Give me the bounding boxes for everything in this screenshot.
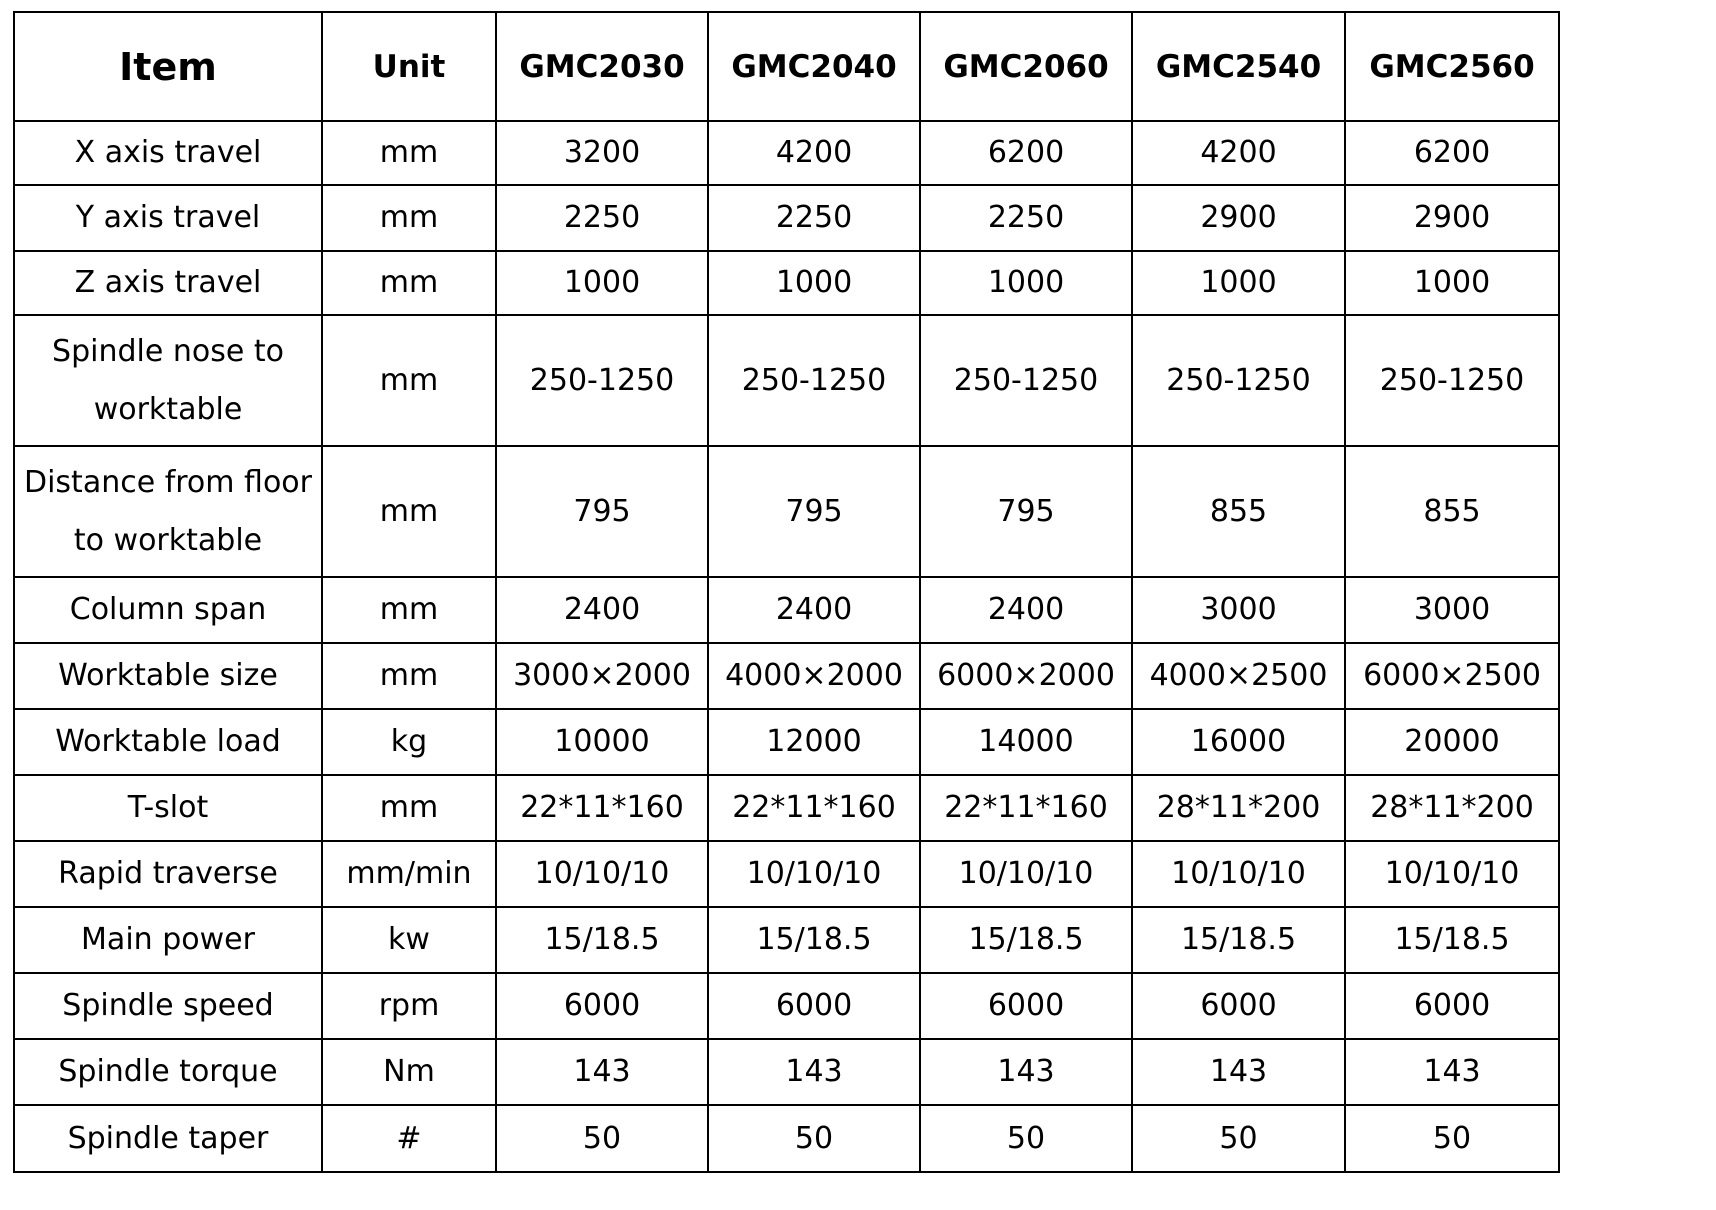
column-header-model: GMC2560 bbox=[1345, 12, 1559, 121]
table-cell: 855 bbox=[1345, 446, 1559, 577]
row-label: Distance from floor to worktable bbox=[14, 446, 322, 577]
row-label: Rapid traverse bbox=[14, 841, 322, 907]
table-cell: 15/18.5 bbox=[1132, 907, 1345, 973]
table-cell: 4000×2500 bbox=[1132, 643, 1345, 709]
row-unit: kg bbox=[322, 709, 496, 775]
table-cell: 1000 bbox=[708, 251, 920, 315]
table-cell: 28*11*200 bbox=[1345, 775, 1559, 841]
table-cell: 10000 bbox=[496, 709, 708, 775]
table-cell: 10/10/10 bbox=[708, 841, 920, 907]
table-cell: 795 bbox=[920, 446, 1132, 577]
table-cell: 2250 bbox=[496, 185, 708, 251]
table-cell: 795 bbox=[708, 446, 920, 577]
table-cell: 250-1250 bbox=[1132, 315, 1345, 446]
table-row bbox=[14, 907, 1559, 973]
table-cell: 22*11*160 bbox=[496, 775, 708, 841]
table-cell: 6000 bbox=[496, 973, 708, 1039]
row-unit: mm bbox=[322, 446, 496, 577]
row-label: Worktable load bbox=[14, 709, 322, 775]
table-cell: 6000 bbox=[920, 973, 1132, 1039]
row-unit: rpm bbox=[322, 973, 496, 1039]
table-cell: 3000 bbox=[1132, 577, 1345, 643]
table-cell: 3000 bbox=[1345, 577, 1559, 643]
column-header-model: GMC2060 bbox=[920, 12, 1132, 121]
table-cell: 1000 bbox=[496, 251, 708, 315]
table-row bbox=[14, 1039, 1559, 1105]
table-cell: 6200 bbox=[1345, 121, 1559, 185]
table-cell: 50 bbox=[708, 1105, 920, 1172]
table-cell: 2250 bbox=[920, 185, 1132, 251]
row-label: T-slot bbox=[14, 775, 322, 841]
row-unit: # bbox=[322, 1105, 496, 1172]
table-cell: 15/18.5 bbox=[920, 907, 1132, 973]
table-cell: 2400 bbox=[920, 577, 1132, 643]
row-label: X axis travel bbox=[14, 121, 322, 185]
table-cell: 4200 bbox=[1132, 121, 1345, 185]
table-row bbox=[14, 841, 1559, 907]
table-cell: 28*11*200 bbox=[1132, 775, 1345, 841]
table-cell: 14000 bbox=[920, 709, 1132, 775]
table-cell: 143 bbox=[1132, 1039, 1345, 1105]
table-cell: 6000 bbox=[1132, 973, 1345, 1039]
row-unit: mm bbox=[322, 251, 496, 315]
table-cell: 795 bbox=[496, 446, 708, 577]
row-label: Spindle speed bbox=[14, 973, 322, 1039]
table-cell: 4200 bbox=[708, 121, 920, 185]
row-label: Spindle taper bbox=[14, 1105, 322, 1172]
table-row bbox=[14, 643, 1559, 709]
table-row bbox=[14, 775, 1559, 841]
column-header-model: GMC2030 bbox=[496, 12, 708, 121]
table-cell: 2400 bbox=[708, 577, 920, 643]
table-row bbox=[14, 251, 1559, 315]
row-unit: mm bbox=[322, 121, 496, 185]
table-cell: 6000 bbox=[1345, 973, 1559, 1039]
row-label: Spindle nose to worktable bbox=[14, 315, 322, 446]
table-cell: 1000 bbox=[1132, 251, 1345, 315]
table-cell: 4000×2000 bbox=[708, 643, 920, 709]
table-cell: 50 bbox=[496, 1105, 708, 1172]
row-label: Column span bbox=[14, 577, 322, 643]
row-unit: mm/min bbox=[322, 841, 496, 907]
table-cell: 2900 bbox=[1345, 185, 1559, 251]
table-cell: 2250 bbox=[708, 185, 920, 251]
table-cell: 10/10/10 bbox=[1345, 841, 1559, 907]
row-label: Worktable size bbox=[14, 643, 322, 709]
row-label: Spindle torque bbox=[14, 1039, 322, 1105]
table-cell: 15/18.5 bbox=[708, 907, 920, 973]
table-row bbox=[14, 121, 1559, 185]
table-cell: 50 bbox=[920, 1105, 1132, 1172]
row-unit: mm bbox=[322, 643, 496, 709]
table-cell: 22*11*160 bbox=[920, 775, 1132, 841]
table-cell: 250-1250 bbox=[708, 315, 920, 446]
table-cell: 6000×2500 bbox=[1345, 643, 1559, 709]
row-label: Z axis travel bbox=[14, 251, 322, 315]
table-header-row bbox=[14, 12, 1559, 121]
table-cell: 143 bbox=[920, 1039, 1132, 1105]
column-header-item: Item bbox=[14, 12, 322, 121]
row-unit: mm bbox=[322, 315, 496, 446]
table-cell: 15/18.5 bbox=[496, 907, 708, 973]
table-cell: 50 bbox=[1132, 1105, 1345, 1172]
table-cell: 10/10/10 bbox=[920, 841, 1132, 907]
table-cell: 143 bbox=[1345, 1039, 1559, 1105]
table-cell: 10/10/10 bbox=[1132, 841, 1345, 907]
table-row bbox=[14, 1105, 1559, 1172]
table-cell: 15/18.5 bbox=[1345, 907, 1559, 973]
table-row bbox=[14, 577, 1559, 643]
row-unit: mm bbox=[322, 185, 496, 251]
table-row bbox=[14, 185, 1559, 251]
table-cell: 22*11*160 bbox=[708, 775, 920, 841]
row-unit: mm bbox=[322, 577, 496, 643]
column-header-model: GMC2040 bbox=[708, 12, 920, 121]
table-cell: 1000 bbox=[1345, 251, 1559, 315]
table-cell: 50 bbox=[1345, 1105, 1559, 1172]
table-row bbox=[14, 709, 1559, 775]
table-cell: 2900 bbox=[1132, 185, 1345, 251]
table-row bbox=[14, 446, 1559, 577]
row-unit: Nm bbox=[322, 1039, 496, 1105]
row-unit: mm bbox=[322, 775, 496, 841]
table-cell: 1000 bbox=[920, 251, 1132, 315]
table-row bbox=[14, 973, 1559, 1039]
column-header-unit: Unit bbox=[322, 12, 496, 121]
table-cell: 20000 bbox=[1345, 709, 1559, 775]
table-cell: 16000 bbox=[1132, 709, 1345, 775]
table-cell: 6200 bbox=[920, 121, 1132, 185]
table-cell: 3000×2000 bbox=[496, 643, 708, 709]
table-cell: 143 bbox=[708, 1039, 920, 1105]
table-cell: 143 bbox=[496, 1039, 708, 1105]
table-cell: 855 bbox=[1132, 446, 1345, 577]
table-cell: 250-1250 bbox=[920, 315, 1132, 446]
spec-table bbox=[13, 11, 1560, 1173]
column-header-model: GMC2540 bbox=[1132, 12, 1345, 121]
table-cell: 6000 bbox=[708, 973, 920, 1039]
table-cell: 12000 bbox=[708, 709, 920, 775]
table-cell: 250-1250 bbox=[496, 315, 708, 446]
table-row bbox=[14, 315, 1559, 446]
table-cell: 250-1250 bbox=[1345, 315, 1559, 446]
row-label: Y axis travel bbox=[14, 185, 322, 251]
row-unit: kw bbox=[322, 907, 496, 973]
table-cell: 2400 bbox=[496, 577, 708, 643]
table-cell: 3200 bbox=[496, 121, 708, 185]
table-cell: 10/10/10 bbox=[496, 841, 708, 907]
table-cell: 6000×2000 bbox=[920, 643, 1132, 709]
row-label: Main power bbox=[14, 907, 322, 973]
